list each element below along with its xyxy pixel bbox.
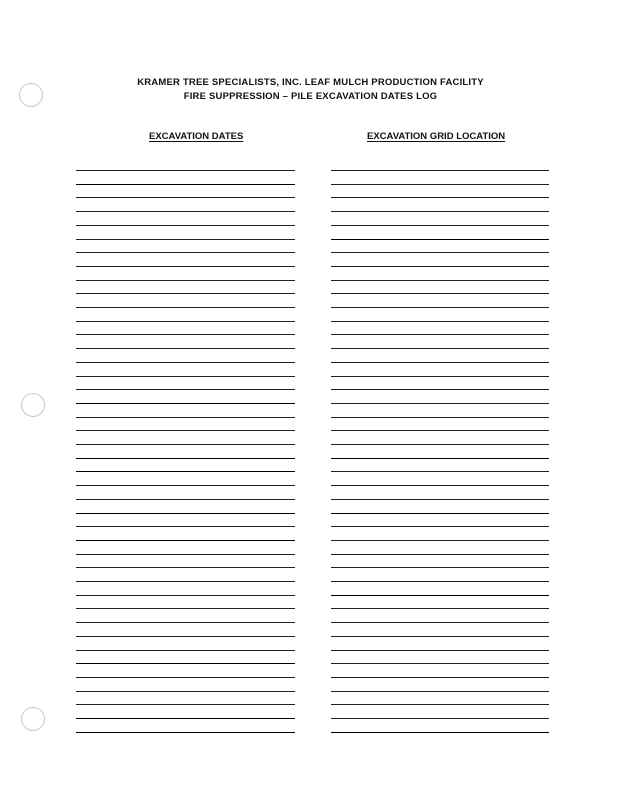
- grid-location-entry-line: [331, 663, 549, 664]
- date-entry-line: [76, 471, 295, 472]
- grid-location-entry-line: [331, 608, 549, 609]
- grid-location-entry-line: [331, 677, 549, 678]
- date-entry-line: [76, 348, 295, 349]
- date-entry-line: [76, 252, 295, 253]
- date-entry-line: [76, 526, 295, 527]
- date-entry-line: [76, 170, 295, 171]
- date-entry-line: [76, 540, 295, 541]
- grid-location-entry-line: [331, 307, 549, 308]
- document-title: [0, 76, 621, 104]
- date-entry-line: [76, 581, 295, 582]
- date-entry-line: [76, 444, 295, 445]
- date-entry-line: [76, 293, 295, 294]
- grid-location-entry-line: [331, 732, 549, 733]
- date-entry-line: [76, 376, 295, 377]
- date-entry-line: [76, 458, 295, 459]
- grid-location-entry-line: [331, 513, 549, 514]
- grid-location-entry-line: [331, 471, 549, 472]
- grid-location-entry-line: [331, 293, 549, 294]
- grid-location-entry-line: [331, 444, 549, 445]
- date-entry-line: [76, 266, 295, 267]
- date-entry-line: [76, 595, 295, 596]
- excavation-dates-header: EXCAVATION DATES: [149, 131, 244, 142]
- date-entry-line: [76, 211, 295, 212]
- date-entry-line: [76, 636, 295, 637]
- title-line-2: FIRE SUPPRESSION – PILE EXCAVATION DATES LOG: [183, 91, 438, 102]
- grid-location-entry-line: [331, 650, 549, 651]
- grid-location-entry-line: [331, 691, 549, 692]
- grid-location-entry-line: [331, 581, 549, 582]
- grid-location-entry-line: [331, 362, 549, 363]
- grid-location-entry-line: [331, 622, 549, 623]
- grid-location-entry-line: [331, 389, 549, 390]
- grid-location-entry-line: [331, 430, 549, 431]
- date-entry-line: [76, 334, 295, 335]
- date-entry-line: [76, 307, 295, 308]
- date-entry-line: [76, 554, 295, 555]
- grid-location-entry-line: [331, 485, 549, 486]
- date-entry-line: [76, 718, 295, 719]
- date-entry-line: [76, 239, 295, 240]
- grid-location-entry-line: [331, 211, 549, 212]
- date-entry-line: [76, 732, 295, 733]
- grid-location-entry-line: [331, 266, 549, 267]
- date-entry-line: [76, 362, 295, 363]
- grid-location-entry-line: [331, 718, 549, 719]
- grid-location-entry-line: [331, 252, 549, 253]
- date-entry-line: [76, 321, 295, 322]
- date-entry-line: [76, 197, 295, 198]
- grid-location-entry-line: [331, 280, 549, 281]
- grid-location-entry-line: [331, 197, 549, 198]
- date-entry-line: [76, 280, 295, 281]
- grid-location-entry-line: [331, 499, 549, 500]
- date-entry-line: [76, 485, 295, 486]
- date-entry-line: [76, 567, 295, 568]
- grid-location-entry-line: [331, 595, 549, 596]
- grid-location-entry-line: [331, 567, 549, 568]
- date-entry-line: [76, 704, 295, 705]
- excavation-grid-location-header: EXCAVATION GRID LOCATION: [367, 131, 506, 142]
- date-entry-line: [76, 417, 295, 418]
- title-line-1: KRAMER TREE SPECIALISTS, INC. LEAF MULCH PRODUCTION FACILITY: [137, 77, 484, 88]
- date-entry-line: [76, 608, 295, 609]
- date-entry-line: [76, 389, 295, 390]
- grid-location-entry-line: [331, 376, 549, 377]
- date-entry-line: [76, 691, 295, 692]
- grid-location-entry-line: [331, 239, 549, 240]
- grid-location-entry-line: [331, 554, 549, 555]
- grid-location-entry-line: [331, 540, 549, 541]
- binder-hole-bottom: [21, 707, 45, 731]
- grid-location-entry-line: [331, 704, 549, 705]
- grid-location-entry-line: [331, 458, 549, 459]
- grid-location-entry-line: [331, 348, 549, 349]
- date-entry-line: [76, 663, 295, 664]
- date-entry-line: [76, 677, 295, 678]
- date-entry-line: [76, 225, 295, 226]
- date-entry-line: [76, 622, 295, 623]
- date-entry-line: [76, 430, 295, 431]
- grid-location-entry-line: [331, 417, 549, 418]
- grid-location-entry-line: [331, 321, 549, 322]
- grid-location-entry-line: [331, 170, 549, 171]
- grid-location-entry-line: [331, 334, 549, 335]
- date-entry-line: [76, 403, 295, 404]
- binder-hole-middle: [21, 393, 45, 417]
- date-entry-line: [76, 650, 295, 651]
- grid-location-entry-line: [331, 184, 549, 185]
- grid-location-entry-line: [331, 526, 549, 527]
- date-entry-line: [76, 513, 295, 514]
- grid-location-entry-line: [331, 225, 549, 226]
- date-entry-line: [76, 184, 295, 185]
- grid-location-entry-line: [331, 636, 549, 637]
- date-entry-line: [76, 499, 295, 500]
- grid-location-entry-line: [331, 403, 549, 404]
